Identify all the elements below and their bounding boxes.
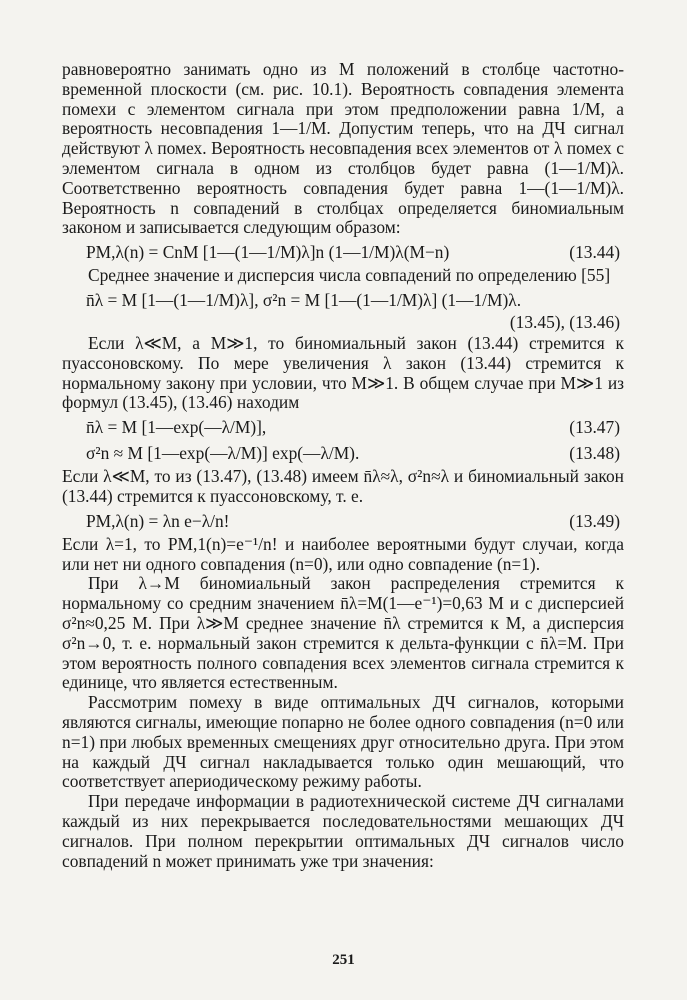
equation-number: (13.45), (13.46)	[509, 311, 620, 332]
paragraph-6: При λ→M биномиальный закон распределения стремится к нормальному со средним значением n̄λ=M(1—e⁻¹)=0,63 M и с дисперсией σ²n≈0,25 M. При λ≫M среднее значение n̄λ стремится к M, а дисперсия σ²n→0, т. е. нормальный закон стремится к дельта-функции с n̄λ=M. При этом вероятность полного совпадения всех элементов сигнала стремится к единице, что является естественным.	[62, 573, 624, 693]
page-number: 251	[332, 952, 355, 968]
formula: n̄λ = M [1—exp(—λ/M)],	[86, 417, 267, 438]
paragraph-5: Если λ=1, то PM,1(n)=e⁻¹/n! и наиболее вероятными будут случаи, когда или нет ни одного совпадения (n=0), или одно совпадение (n=1).	[62, 533, 624, 574]
equation-number: (13.48)	[569, 443, 620, 464]
paragraph-8: При передаче информации в радиотехнической системе ДЧ сигналами каждый из них перекрывается последовательностями мешающих ДЧ сигналов. При полном перекрытии оптимальных ДЧ сигналов число совпадений n может принимать уже три значения:	[62, 791, 624, 871]
paragraph-1: равновероятно занимать одно из M положений в столбце частотно-временной плоскости (см. рис. 10.1). Вероятность совпадения элемента помехи с элементом сигнала при этом предположении равна 1/M, а вероятность несовпадения 1—1/M. Допустим теперь, что на ДЧ сигнал действуют λ помех. Вероятность несовпадения всех элементов от λ помех с элементом сигнала в одном из столбцов будет равна (1—1/M)λ. Соответственно вероятность совпадения будет равна 1—(1—1/M)λ. Вероятность n совпадений в столбцах определяется биномиальным законом и записывается следующим образом:	[62, 59, 624, 238]
formula: n̄λ = M [1—(1—1/M)λ], σ²n = M [1—(1—1/M)λ] (1—1/M)λ.	[86, 289, 522, 310]
paragraph-2: Среднее значение и дисперсия числа совпадений по определению [55]	[88, 265, 611, 286]
paragraph-7: Рассмотрим помеху в виде оптимальных ДЧ сигналов, которыми являются сигналы, имеющие попарно не более одного совпадения (n=0 или n=1) при любых временных смещениях друг относительно друга. При этом на каждый ДЧ сигнал накладывается только один мешающий, что соответствует апериодическому режиму работы.	[62, 692, 624, 792]
equation-number: (13.47)	[569, 417, 620, 438]
formula: σ²n ≈ M [1—exp(—λ/M)] exp(—λ/M).	[86, 443, 360, 464]
paragraph-3: Если λ≪M, а M≫1, то биномиальный закон (13.44) стремится к пуассоновскому. По мере увеличения λ закон (13.44) стремится к нормальному закону при условии, что M≫1. В общем случае при M≫1 из формул (13.45), (13.46) находим	[62, 332, 624, 413]
equation-number: (13.49)	[569, 510, 620, 531]
paragraph-4: Если λ≪M, то из (13.47), (13.48) имеем n̄λ≈λ, σ²n≈λ и биномиальный закон (13.44) стремится к пуассоновскому, т. е.	[62, 466, 624, 506]
equation-13-48	[62, 441, 624, 465]
equation-number: (13.44)	[569, 242, 620, 263]
equation-13-49	[62, 509, 624, 533]
equation-13-44	[62, 240, 624, 264]
formula: PM,λ(n) = CnM [1—(1—1/M)λ]n (1—1/M)λ(M−n)	[86, 242, 450, 263]
equation-13-45-46	[62, 288, 624, 332]
equation-13-47	[62, 415, 624, 439]
formula: PM,λ(n) = λn e−λ/n!	[86, 510, 230, 531]
text-column	[62, 60, 624, 871]
